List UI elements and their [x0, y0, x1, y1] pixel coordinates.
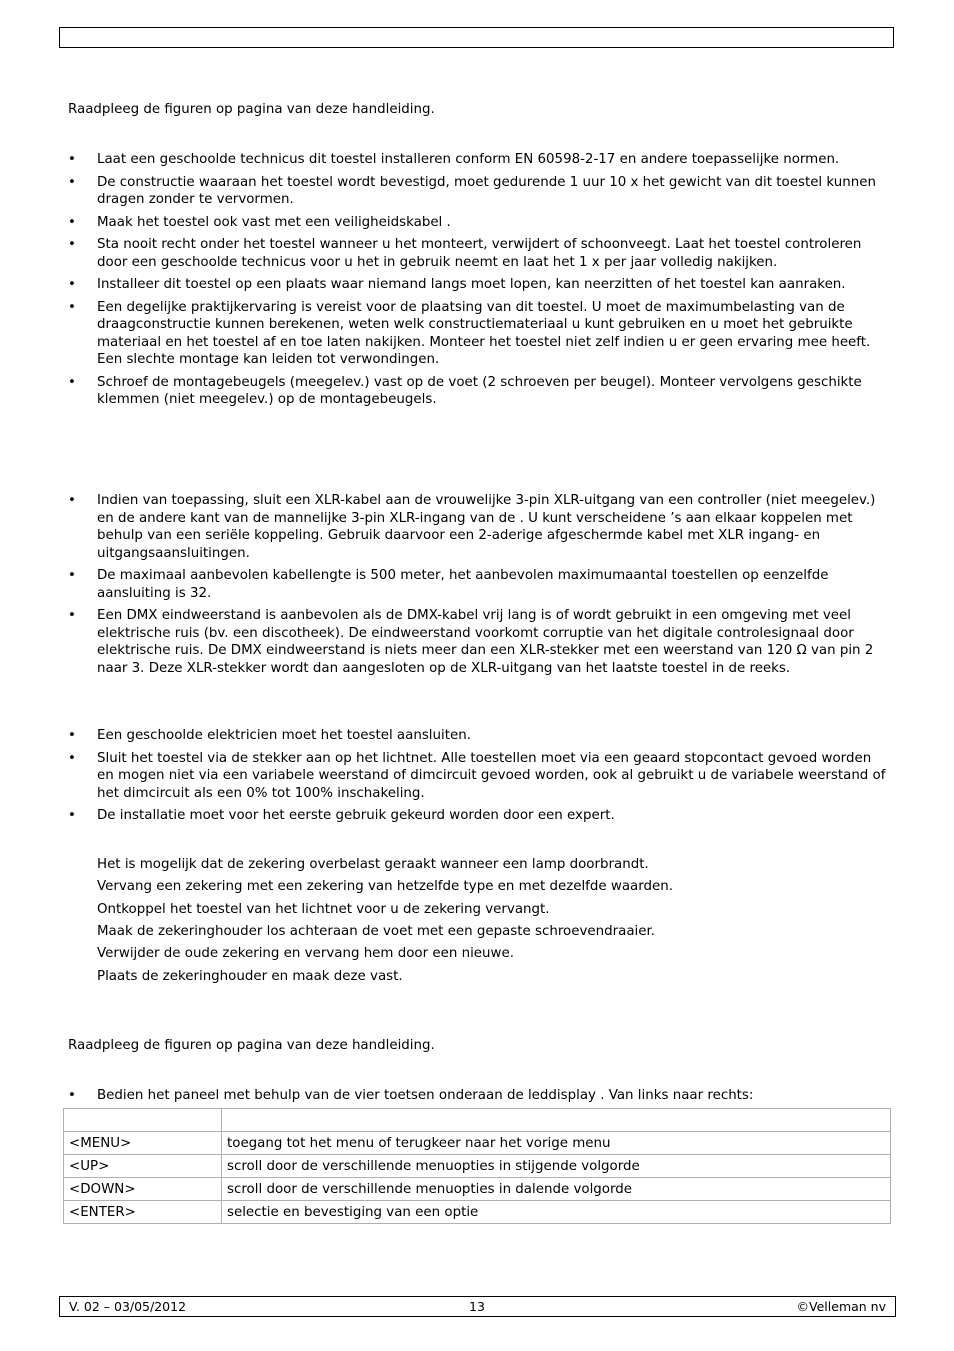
list-item: • Bedien het paneel met behulp van de vier toetsen onderaan de leddisplay . Van links naar rechts: — [68, 1087, 888, 1105]
fuse-step: Maak de zekeringhouder los achteraan de voet met een gepaste schroevendraaier. — [97, 924, 656, 939]
dmx-list — [68, 492, 888, 677]
desc-cell: scroll door de verschillende menuopties in dalende volgorde — [222, 1178, 891, 1201]
list-item: • Indien van toepassing, sluit een XLR-kabel aan de vrouwelijke 3-pin XLR-uitgang van een controller (niet meegelev.) en de andere kant van de mannelijke 3-pin XLR-ingang van de . U kunt verscheidene ’s aan elkaar koppelen met behulp van een seriële koppeling. Gebruik daarvoor een 2-aderige afgeschermde kabel met XLR ingang- en uitgangsaansluitingen. — [68, 492, 888, 562]
desc-cell: toegang tot het menu of terugkeer naar het vorige menu — [222, 1132, 891, 1155]
footer-brand: ©Velleman nv — [796, 1299, 886, 1314]
desc-cell: selectie en bevestiging van een optie — [222, 1201, 891, 1224]
installation-list — [68, 151, 888, 409]
key-cell: <MENU> — [64, 1132, 222, 1155]
list-item: • Een degelijke praktijkervaring is vereist voor de plaatsing van dit toestel. U moet de maximumbelasting van de draagconstructie kunnen berekenen, weten welk constructiemateriaal u kunt gebruiken en u moet het gebruikte materiaal en het toestel af en toe laten nakijken. Monteer het toestel niet zelf indien u er geen ervaring mee heeft. Een slechte montage kan leiden tot verwondingen. — [68, 299, 888, 369]
fuse-step: Ontkoppel het toestel van het lichtnet voor u de zekering vervangt. — [97, 902, 550, 917]
key-table — [63, 1108, 891, 1224]
table-header-cell — [64, 1109, 222, 1132]
list-item: • Sluit het toestel via de stekker aan op het lichtnet. Alle toestellen moet via een geaard stopcontact gevoed worden en mogen niet via een variabele weerstand of dimcircuit gevoed worden, ook al gebruikt u de variabele weerstand of het dimcircuit als een 0% tot 100% inschakeling. — [68, 750, 888, 803]
fuse-step: Plaats de zekeringhouder en maak deze vast. — [97, 969, 403, 984]
list-item: • Sta nooit recht onder het toestel wanneer u het monteert, verwijdert of schoonveegt. Laat het toestel controleren door een geschoolde technicus voor u het in gebruik neemt en laat het 1 x per jaar volledig nakijken. — [68, 236, 888, 271]
panel-list — [68, 1087, 888, 1105]
list-item: • Laat een geschoolde technicus dit toestel installeren conform EN 60598-2-17 en andere toepasselijke normen. — [68, 151, 888, 169]
intro-paragraph: Raadpleeg de figuren op pagina van deze handleiding. — [68, 102, 435, 117]
footer-page-number: 13 — [469, 1299, 485, 1314]
key-cell: <UP> — [64, 1155, 222, 1178]
table-row — [64, 1178, 891, 1201]
list-item: • De installatie moet voor het eerste gebruik gekeurd worden door een expert. — [68, 807, 888, 825]
table-header-row — [64, 1109, 891, 1132]
key-cell: <DOWN> — [64, 1178, 222, 1201]
list-item: • Schroef de montagebeugels (meegelev.) vast op de voet (2 schroeven per beugel). Monteer vervolgens geschikte klemmen (niet meegelev.) op de montagebeugels. — [68, 374, 888, 409]
fuse-step: Het is mogelijk dat de zekering overbelast geraakt wanneer een lamp doorbrandt. — [97, 857, 649, 872]
list-item: • Installeer dit toestel op een plaats waar niemand langs moet lopen, kan neerzitten of het toestel kan aanraken. — [68, 276, 888, 294]
fuse-step: Verwijder de oude zekering en vervang hem door een nieuwe. — [97, 946, 514, 961]
key-cell: <ENTER> — [64, 1201, 222, 1224]
page-footer — [59, 1296, 896, 1317]
list-item: • Een DMX eindweerstand is aanbevolen als de DMX-kabel vrij lang is of wordt gebruikt in een omgeving met veel elektrische ruis (bv. een discotheek). De eindweerstand voorkomt corruptie van het digitale controlesignaal door elektrische ruis. De DMX eindweerstand is niets meer dan een XLR-stekker met een weerstand van 120 Ω van pin 2 naar 3. Deze XLR-stekker wordt dan aangesloten op de XLR-uitgang van het laatste toestel in de reeks. — [68, 607, 888, 677]
power-list — [68, 727, 888, 825]
list-item: • De maximaal aanbevolen kabellengte is 500 meter, het aanbevolen maximumaantal toestellen op eenzelfde aansluiting is 32. — [68, 567, 888, 602]
table-header-cell — [222, 1109, 891, 1132]
table-row — [64, 1132, 891, 1155]
page-header-box — [59, 27, 894, 48]
desc-cell: scroll door de verschillende menuopties in stijgende volgorde — [222, 1155, 891, 1178]
list-item: • De constructie waaraan het toestel wordt bevestigd, moet gedurende 1 uur 10 x het gewicht van dit toestel kunnen dragen zonder te vervormen. — [68, 174, 888, 209]
footer-version: V. 02 – 03/05/2012 — [69, 1299, 187, 1314]
list-item: • Een geschoolde elektricien moet het toestel aansluiten. — [68, 727, 888, 745]
table-row — [64, 1155, 891, 1178]
list-item: • Maak het toestel ook vast met een veiligheidskabel . — [68, 214, 888, 232]
table-row — [64, 1201, 891, 1224]
fuse-step: Vervang een zekering met een zekering van hetzelfde type en met dezelfde waarden. — [97, 879, 674, 894]
intro-paragraph-2: Raadpleeg de figuren op pagina van deze handleiding. — [68, 1038, 435, 1053]
